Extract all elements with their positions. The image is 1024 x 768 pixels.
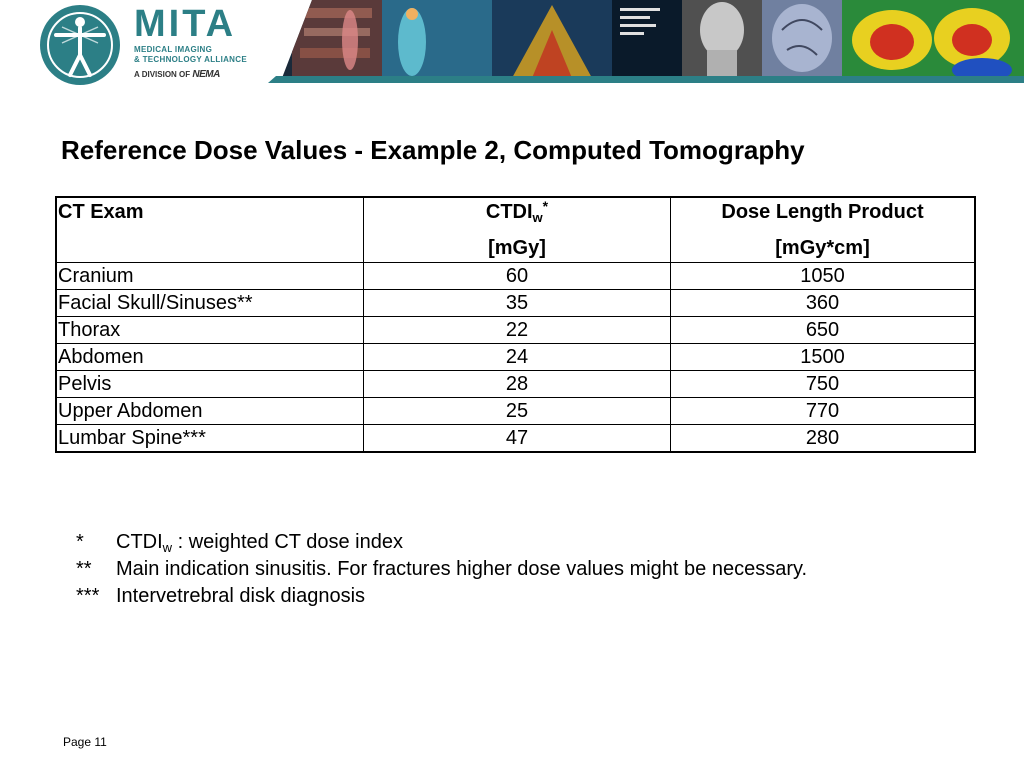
cell-dlp: 650 (671, 317, 976, 344)
table-row (56, 317, 975, 344)
header-dlp-unit: [mGy*cm] (775, 237, 870, 259)
dose-table (55, 196, 976, 453)
header-ctdi (364, 197, 671, 263)
table-row (56, 263, 975, 290)
footnotes (76, 529, 807, 610)
footnote-1-sub: w (162, 540, 173, 555)
cell-ctdi: 24 (364, 344, 671, 371)
cell-exam: Cranium (56, 263, 364, 290)
footnote-1 (76, 529, 807, 556)
cell-ctdi: 60 (364, 263, 671, 290)
header (0, 0, 1024, 86)
footnote-1-mark: * (76, 531, 84, 553)
table-row (56, 371, 975, 398)
page-number: Page 11 (63, 735, 107, 749)
medical-imaging-banner (282, 0, 1024, 78)
cell-exam: Lumbar Spine*** (56, 425, 364, 453)
cell-exam: Thorax (56, 317, 364, 344)
footnote-2-text: Main indication sinusitis. For fractures higher dose values might be necessary. (116, 558, 808, 580)
cell-exam: Abdomen (56, 344, 364, 371)
footnote-1-main: CTDI (116, 531, 163, 553)
header-ct-exam-label: CT Exam (58, 201, 144, 223)
cell-dlp: 1500 (671, 344, 976, 371)
table-header-row (56, 197, 975, 263)
brand-name: MITA (134, 3, 237, 45)
footnote-3 (76, 583, 807, 610)
cell-dlp: 1050 (671, 263, 976, 290)
footnote-3-text: Intervetrebral disk diagnosis (116, 585, 366, 607)
table-row (56, 290, 975, 317)
cell-dlp: 280 (671, 425, 976, 453)
cell-exam: Facial Skull/Sinuses** (56, 290, 364, 317)
footnote-2 (76, 556, 807, 583)
brand-subtitle (134, 45, 247, 65)
cell-ctdi: 35 (364, 290, 671, 317)
page-title: Reference Dose Values - Example 2, Computed Tomography (61, 135, 805, 165)
header-ctdi-main: CTDI (485, 201, 533, 223)
table-row (56, 425, 975, 453)
table-row (56, 344, 975, 371)
cell-ctdi: 28 (364, 371, 671, 398)
division-prefix: A DIVISION OF (134, 70, 191, 79)
header-ctdi-sup: * (542, 198, 549, 214)
header-ctdi-sub: w (532, 210, 543, 225)
header-dlp (671, 197, 976, 263)
cell-exam: Upper Abdomen (56, 398, 364, 425)
footnote-2-mark: ** (76, 558, 92, 580)
table-row (56, 398, 975, 425)
brand-subtitle-line1: MEDICAL IMAGING (134, 45, 213, 54)
header-dlp-label: Dose Length Product (721, 201, 924, 223)
header-ct-exam (56, 197, 364, 263)
division-label (134, 70, 220, 80)
banner-accent-bar (268, 76, 1024, 83)
banner-images-icon (282, 0, 1024, 78)
cell-dlp: 360 (671, 290, 976, 317)
cell-exam: Pelvis (56, 371, 364, 398)
footnote-1-rest: : weighted CT dose index (172, 531, 403, 553)
header-ctdi-unit: [mGy] (488, 237, 546, 259)
cell-ctdi: 47 (364, 425, 671, 453)
cell-dlp: 770 (671, 398, 976, 425)
header-ctdi-label (485, 198, 549, 225)
division-name: NEMA (192, 69, 220, 80)
footnote-3-mark: *** (76, 585, 100, 607)
mita-logo-icon (40, 5, 120, 85)
cell-ctdi: 22 (364, 317, 671, 344)
footnote-1-text (116, 529, 403, 556)
cell-ctdi: 25 (364, 398, 671, 425)
brand-subtitle-line2: & TECHNOLOGY ALLIANCE (134, 55, 247, 64)
cell-dlp: 750 (671, 371, 976, 398)
